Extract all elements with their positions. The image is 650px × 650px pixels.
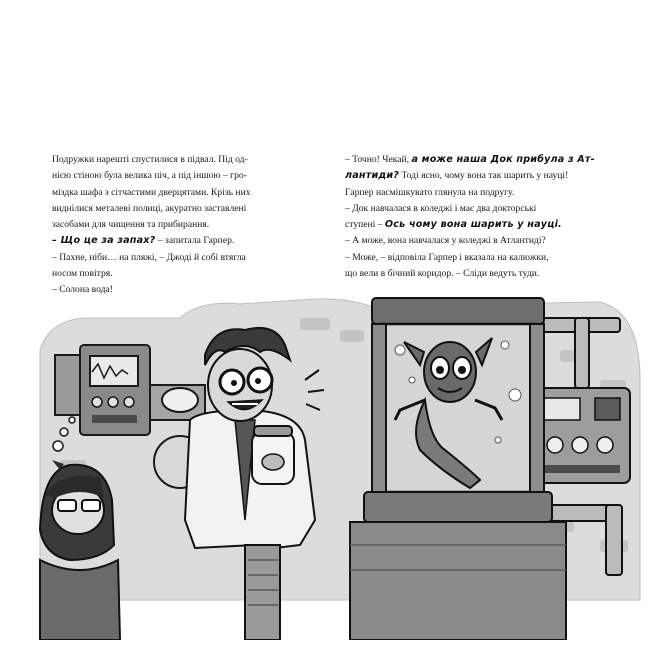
dialogue-line: – Може, – відповіла Гарпер і вказала на калюжки,	[345, 251, 549, 263]
dialogue-line	[52, 233, 314, 249]
dialogue-line: – А може, вона навчалася у коледжі в Атлантиді?	[345, 235, 546, 247]
paragraph-line: Подружки нарешті спустилися в підвал. Під од-	[52, 154, 248, 165]
speech-rest: Тоді ясно, чому вона так шарить у науці!	[399, 170, 569, 182]
dialogue-line: – Док навчалася в коледжі і має два докторські	[345, 202, 537, 214]
dialogue-line: що вели в бічний коридор. – Сліди ведуть туди.	[345, 268, 540, 280]
right-text-column	[345, 152, 607, 282]
emphasized-speech: а може наша Док прибула з Ат-	[411, 154, 595, 165]
emphasized-speech: Ось чому вона шарить у науці.	[384, 219, 562, 231]
character-harper	[40, 460, 120, 640]
dialogue-line	[345, 217, 607, 233]
dialogue-line: – Солона вода!	[52, 284, 113, 296]
emphasized-speech: лантиди?	[345, 170, 400, 182]
specimen-jar	[252, 426, 294, 484]
paragraph-line: Гарпер насмішкувато глянула на подругу.	[345, 186, 515, 198]
speech-start: ступені –	[345, 219, 383, 231]
specimen-tank	[350, 298, 566, 640]
dialogue-line: носом повітря.	[52, 268, 113, 280]
dialogue-line: – Пахне, ніби… на пляжі, – Джоді й собі втягла	[52, 251, 246, 263]
speech-start: – Точно! Чекай,	[345, 154, 410, 165]
speech-tag: – запитала Гарпер.	[155, 235, 235, 247]
dialogue-line	[345, 152, 607, 168]
emphasized-speech: – Що це за запах?	[52, 235, 156, 247]
paragraph-line: нією стіною була велика піч, а під іншою – гро-	[52, 170, 247, 182]
basement-lab-illustration	[0, 270, 650, 640]
dialogue-line	[345, 168, 607, 184]
paragraph-line: засобами для чищення та прибирання.	[52, 219, 210, 231]
paragraph-line: міздка шафа з сітчастими дверцятами. Крізь них	[52, 186, 251, 198]
paragraph-line: виднілися металеві полиці, акуратно заставлені	[52, 202, 247, 214]
